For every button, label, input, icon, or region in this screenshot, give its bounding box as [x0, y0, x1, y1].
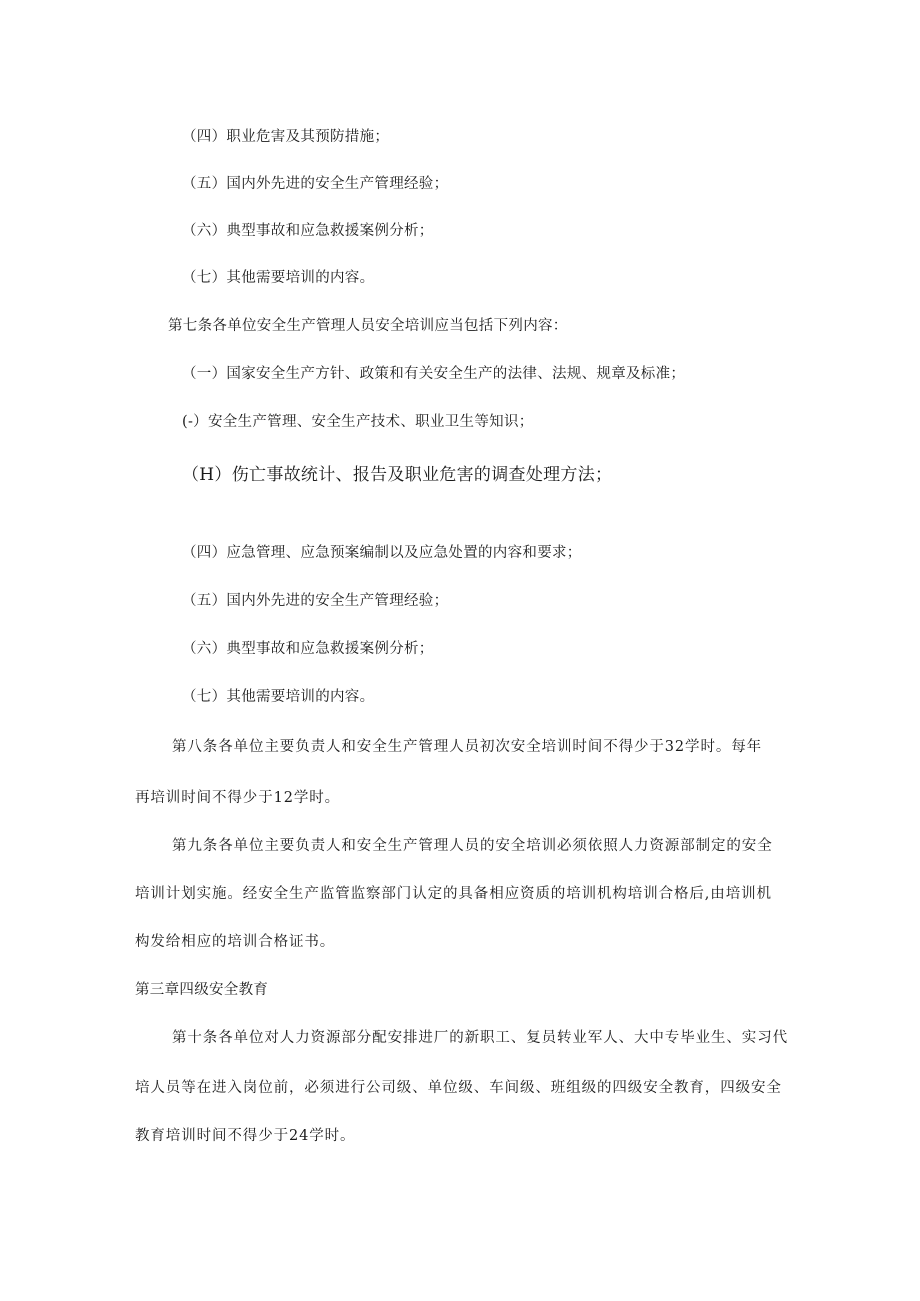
clause-6-item-5: （五）国内外先进的安全生产管理经验； — [182, 176, 449, 192]
clause-10-line-1: 第十条各单位对人力资源部分配安排进厂的新职工、复员转业军人、大中专毕业生、实习代 — [172, 1030, 788, 1046]
clause-8-line-1: 第八条各单位主要负责人和安全生产管理人员初次安全培训时间不得少于32学时。每年 — [172, 739, 763, 755]
clause-8-line-2: 再培训时间不得少于12学时。 — [135, 790, 341, 806]
clause-9-line-3: 构发给相应的培训合格证书。 — [135, 934, 336, 950]
clause-7-item-1: （一）国家安全生产方针、政策和有关安全生产的法律、法规、规章及标准； — [182, 366, 686, 382]
clause-7-heading: 第七条各单位安全生产管理人员安全培训应当包括下列内容： — [168, 318, 568, 334]
clause-9-line-2: 培训计划实施。经安全生产监管监察部门认定的具备相应资质的培训机构培训合格后,由培训机 — [135, 886, 772, 902]
clause-6-item-6: （六）典型事故和应急救援案例分析； — [182, 223, 434, 239]
clause-6-item-4: （四）职业危害及其预防措施； — [182, 129, 390, 145]
clause-7-item-3: （H）伤亡事故统计、报告及职业危害的调查处理方法； — [182, 465, 613, 485]
clause-10-line-2: 培人员等在进入岗位前，必须进行公司级、单位级、车间级、班组级的四级安全教育，四级安全 — [135, 1080, 782, 1096]
clause-7-item-6: （六）典型事故和应急救援案例分析； — [182, 641, 434, 657]
clause-7-item-5: （五）国内外先进的安全生产管理经验； — [182, 593, 449, 609]
clause-10-line-3: 教育培训时间不得少于24学时。 — [135, 1128, 356, 1144]
clause-7-item-4: （四）应急管理、应急预案编制以及应急处置的内容和要求； — [182, 545, 582, 561]
clause-7-item-7: （七）其他需要培训的内容。 — [182, 689, 375, 705]
clause-7-item-2: (-）安全生产管理、安全生产技术、职业卫生等知识； — [182, 414, 534, 430]
clause-6-item-7: （七）其他需要培训的内容。 — [182, 270, 375, 286]
clause-9-line-1: 第九条各单位主要负责人和安全生产管理人员的安全培训必须依照人力资源部制定的安全 — [172, 838, 773, 854]
chapter-3-heading: 第三章四级安全教育 — [135, 982, 269, 998]
